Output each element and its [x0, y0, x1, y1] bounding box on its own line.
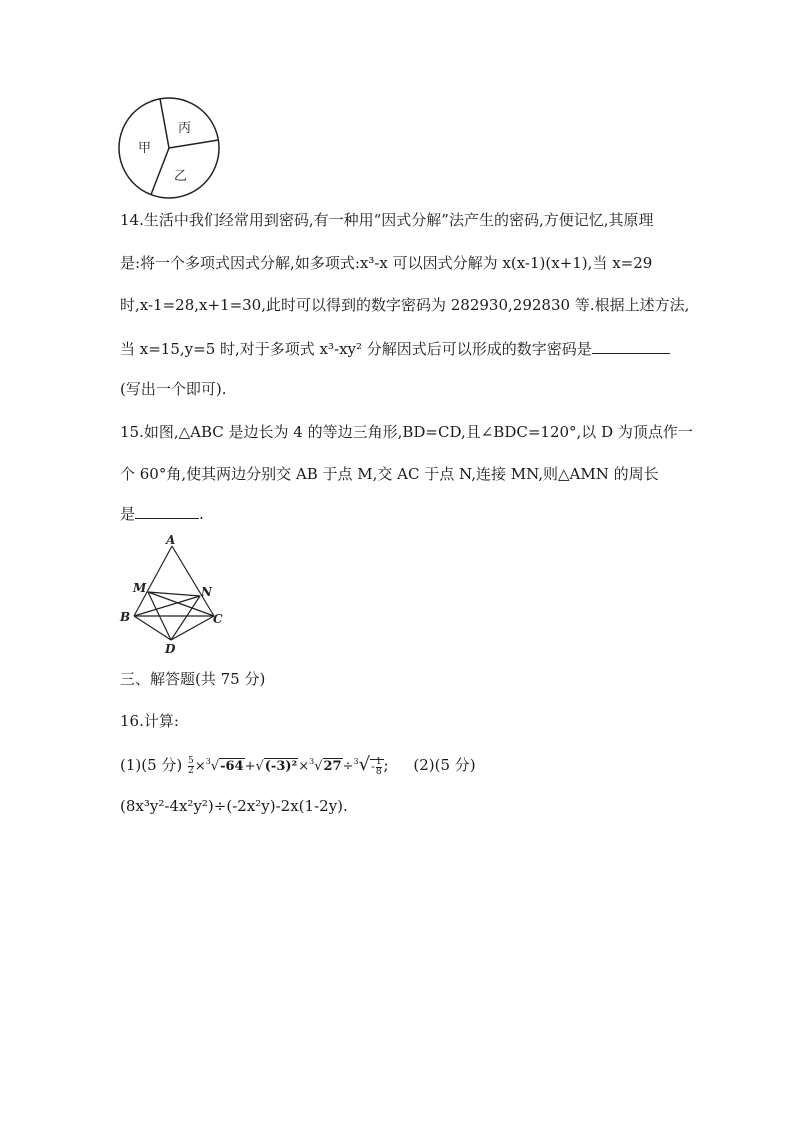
pie-label-jia: 甲 [138, 141, 152, 156]
times-2: × [298, 759, 310, 774]
edge-cd [171, 616, 214, 640]
q14-answer-blank[interactable] [592, 337, 670, 354]
pie-divider-top [160, 99, 169, 148]
divide: ÷ [342, 759, 354, 774]
triangle-figure [116, 534, 228, 656]
edge-ac [172, 546, 214, 616]
root4-sign: √ [358, 754, 371, 775]
label-m: M [133, 581, 147, 595]
q16-part-2-expr: (8x³y²-4x²y²)÷(-2x²y)-2x(1-2y). [120, 797, 348, 815]
root3-index: 3 [309, 757, 315, 766]
root4-radicand [370, 756, 383, 777]
q16-part-1 [120, 750, 476, 779]
q14-line-1: 14.生活中我们经常用到密码,有一种用“因式分解”法产生的密码,方便记忆,其原理 [120, 211, 654, 229]
q16-p1-label: (1)(5 分) [120, 756, 183, 774]
q14-line-5: (写出一个即可). [120, 380, 227, 398]
plus: + [244, 759, 256, 774]
frac-den: 2 [188, 765, 194, 776]
label-b: B [120, 610, 131, 624]
frac-num-2: 1 [375, 756, 382, 767]
q15-line-3 [120, 502, 204, 524]
section-3-title: 三、解答题(共 75 分) [120, 670, 266, 688]
frac-den-2: 8 [375, 766, 382, 777]
q14-line-3: 时,x-1=28,x+1=30,此时可以得到的数字密码为 282930,292830 等.根据上述方法, [120, 296, 690, 314]
pie-label-bing: 丙 [178, 121, 192, 136]
times-1: × [194, 759, 206, 774]
label-n: N [201, 585, 212, 599]
q15-answer-blank[interactable] [135, 502, 199, 519]
root1-radicand: -64 [220, 759, 244, 774]
frac-one-eighth [376, 758, 382, 777]
root3-radicand: 27 [323, 759, 342, 774]
q14-line-4-text: 当 x=15,y=5 时,对于多项式 x³-xy² 分解因式后可以形成的数字密码是 [120, 340, 592, 358]
label-a: A [166, 534, 176, 547]
root2-sign: √ [255, 759, 264, 774]
label-d: D [165, 642, 176, 656]
root4-minus: - [371, 760, 375, 773]
pie-label-yi: 乙 [174, 169, 188, 184]
root3-sign: √ [314, 759, 323, 774]
root1-sign: √ [210, 759, 220, 774]
q15-line-2: 个 60°角,使其两边分别交 AB 于点 M,交 AC 于点 N,连接 MN,则△AMN 的周长 [120, 465, 659, 483]
label-c: C [213, 612, 223, 626]
q15-line-1: 15.如图,△ABC 是边长为 4 的等边三角形,BD=CD,且∠BDC=120°,以 D 为顶点作一 [120, 423, 693, 441]
pie-figure [118, 96, 222, 200]
q14-line-2: 是:将一个多项式因式分解,如多项式:x³-x 可以因式分解为 x(x-1)(x+1),当 x=29 [120, 254, 653, 272]
pie-divider-right [169, 140, 219, 148]
q14-line-4 [120, 337, 670, 359]
root2-radicand: (-3)² [264, 759, 298, 774]
root1-index: 3 [205, 757, 211, 766]
root4-index: 3 [353, 757, 359, 766]
frac-num: 5 [188, 755, 194, 766]
q16-p2-label: (2)(5 分) [413, 756, 476, 774]
q15-line-3-text: 是 [120, 505, 136, 523]
p1-end: ; [383, 756, 389, 774]
frac-five-halves [188, 757, 194, 776]
edge-nd [171, 596, 200, 640]
q15-line-3-end: . [199, 505, 204, 523]
q16-title: 16.计算: [120, 712, 179, 730]
pie-divider-bottom [151, 148, 169, 195]
